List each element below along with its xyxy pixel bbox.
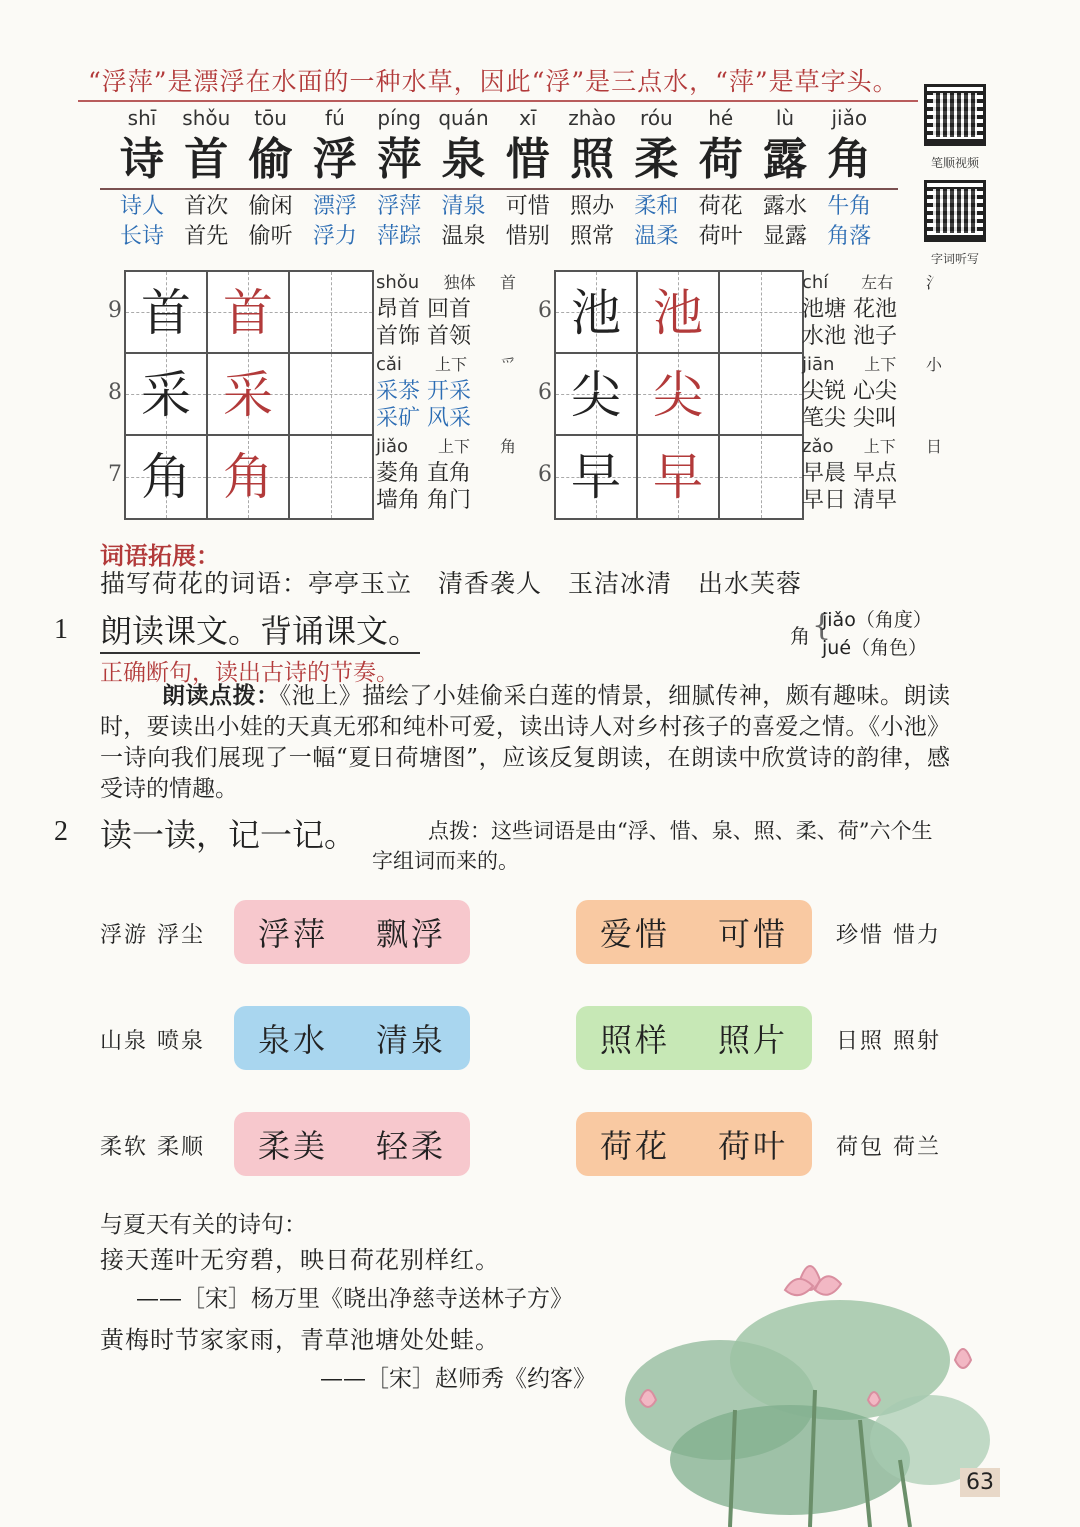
task1-number: 1	[54, 614, 68, 645]
word: 长诗	[119, 224, 164, 249]
char-radical: 爫	[499, 355, 516, 374]
top-divider	[78, 100, 918, 102]
char-radical: 首	[499, 273, 516, 292]
new-char-pinyin: lù	[775, 106, 795, 130]
pill-he	[576, 1112, 812, 1176]
new-char-pinyin: shī	[127, 106, 157, 130]
word-pair	[238, 192, 304, 252]
new-char-pinyin: hé	[708, 106, 734, 130]
pill-word: 照片	[717, 1021, 788, 1059]
grid-cell-char	[208, 354, 290, 436]
vocab-ext-line: 描写荷花的词语：亭亭玉立 清香袭人 玉洁冰清 出水芙蓉	[100, 569, 803, 598]
tianzige-grid	[554, 270, 804, 520]
new-char	[174, 106, 238, 188]
new-char-glyph: 偷	[248, 134, 293, 185]
char-info	[376, 272, 516, 350]
new-char	[496, 106, 560, 188]
grid-cell-blank[interactable]	[720, 436, 802, 518]
stroke-count: 8	[108, 380, 122, 405]
pill-word: 轻柔	[375, 1127, 446, 1165]
char-words: 早晨 早点	[802, 461, 897, 486]
model-char: 早	[571, 448, 621, 506]
char-words: 池塘 花池	[802, 297, 897, 322]
poly-reading-1: jiǎo（角度）	[822, 609, 932, 631]
word: 照办	[570, 194, 615, 219]
poly-reading-2: jué（角色）	[822, 637, 928, 659]
grid-cell-blank[interactable]	[290, 354, 372, 436]
new-char-glyph: 泉	[441, 134, 486, 185]
word: 漂浮	[312, 194, 357, 219]
char-structure: 上下	[864, 355, 897, 374]
pill-word: 浮萍	[257, 915, 328, 953]
new-char-glyph: 浮	[312, 134, 357, 185]
pill-zhao	[576, 1006, 812, 1070]
new-char-pinyin: jiǎo	[831, 106, 868, 130]
char-words: 墙角 角门	[376, 488, 471, 513]
new-char-pinyin: tōu	[254, 106, 287, 130]
char-info	[802, 436, 942, 514]
new-char	[689, 106, 753, 188]
word-pair	[495, 192, 561, 252]
task1-note: 正确断句，读出古诗的节奏。	[100, 660, 399, 686]
word-pair	[623, 192, 689, 252]
char-structure: 上下	[863, 437, 896, 456]
new-char	[239, 106, 303, 188]
word: 首先	[184, 224, 229, 249]
char-pinyin: zǎo	[802, 436, 834, 457]
pill-word: 清泉	[375, 1021, 446, 1059]
model-char: 首	[141, 284, 191, 342]
word: 荷花	[698, 194, 743, 219]
task2-number: 2	[54, 816, 68, 847]
new-char	[110, 106, 174, 188]
trace-char: 采	[223, 366, 273, 424]
model-char: 角	[141, 448, 191, 506]
word: 角落	[827, 224, 872, 249]
grid-cell-char	[208, 436, 290, 518]
word-pair	[752, 192, 818, 252]
task2-title: 读一读，记一记。	[100, 816, 357, 854]
char-info	[802, 354, 942, 432]
char-info	[376, 436, 516, 514]
pill-quan	[234, 1006, 470, 1070]
word-pair	[109, 192, 175, 252]
word: 露水	[762, 194, 807, 219]
grid-cell-blank[interactable]	[290, 436, 372, 518]
new-char-glyph: 柔	[634, 134, 679, 185]
char-structure: 左右	[861, 273, 894, 292]
word: 温泉	[441, 224, 486, 249]
char-words: 尖锐 心尖	[802, 379, 897, 404]
char-words: 昂首 回首	[376, 297, 471, 322]
char-radical: 日	[925, 437, 942, 456]
tip-text: 《池上》描绘了小娃偷采白莲的情景，细腻传神，颇有趣味。朗读时，要读出小娃的天真无邪和纯朴可爱，读出诗人对乡村孩子的喜爱之情。《小池》一诗向我们展现了一幅“夏日荷塘图”，应该反复朗读，在朗读中欣赏诗的韵律，感受诗的情趣。	[100, 683, 951, 802]
char-divider	[100, 188, 898, 190]
word: 柔和	[634, 194, 679, 219]
grid-cell-blank[interactable]	[720, 354, 802, 436]
pill-word: 可惜	[717, 915, 788, 953]
char-words: 采茶 开采	[376, 379, 471, 404]
char-info	[376, 354, 516, 432]
pill-word: 飘浮	[375, 915, 446, 953]
poly-readings	[822, 606, 932, 662]
pill-word: 柔美	[257, 1127, 328, 1165]
new-char	[753, 106, 817, 188]
pill-word: 爱惜	[599, 915, 670, 953]
stroke-count: 7	[108, 462, 122, 487]
char-words: 水池 池子	[802, 324, 897, 349]
poem-line-2: 黄梅时节家家雨，青草池塘处处蛙。	[100, 1326, 500, 1354]
pill-fu	[234, 900, 470, 964]
char-words: 首饰 首领	[376, 324, 471, 349]
poem-source-1: ——［宋］杨万里《晓出净慈寺送林子方》	[136, 1286, 573, 1312]
word: 惜别	[505, 224, 550, 249]
page-number: 63	[960, 1468, 1000, 1497]
grid-cell-char	[556, 272, 638, 354]
new-char-glyph: 荷	[698, 134, 743, 185]
new-char-pinyin: quán	[438, 106, 489, 130]
new-char-pinyin: píng	[377, 106, 421, 130]
poly-char: 角	[790, 624, 810, 648]
char-info	[802, 272, 942, 350]
word: 萍踪	[377, 224, 422, 249]
word-pair	[816, 192, 882, 252]
poem-source-2: ——［宋］赵师秀《约客》	[320, 1366, 596, 1392]
vocab-ext-title: 词语拓展：	[100, 541, 220, 570]
qr-code-stroke[interactable]	[924, 84, 986, 146]
char-pinyin: cǎi	[376, 354, 402, 375]
grid-cell-char	[126, 436, 208, 518]
trace-char: 角	[223, 448, 273, 506]
grid-cell-char	[556, 354, 638, 436]
qr-label-dictation: 字词听写	[930, 252, 979, 266]
model-char: 采	[141, 366, 191, 424]
stroke-count: 9	[108, 298, 122, 323]
lotus-illustration	[610, 1250, 990, 1527]
word-pair	[559, 192, 625, 252]
char-radical: 氵	[925, 273, 942, 292]
model-char: 池	[571, 284, 621, 342]
char-words: 笔尖 尖叫	[802, 406, 897, 431]
top-note: “浮萍”是漂浮在水面的一种水草，因此“浮”是三点水，“萍”是草字头。	[88, 67, 899, 96]
trace-char: 早	[653, 448, 703, 506]
char-structure: 上下	[438, 437, 471, 456]
new-char-pinyin: fú	[325, 106, 345, 130]
grid-cell-blank[interactable]	[720, 272, 802, 354]
grid-cell-char	[126, 272, 208, 354]
new-char-glyph: 萍	[377, 134, 422, 185]
word: 牛角	[827, 194, 872, 219]
pill-xi	[576, 900, 812, 964]
new-char-glyph: 露	[763, 134, 807, 185]
trace-char: 池	[653, 284, 703, 342]
pill-rou	[234, 1112, 470, 1176]
word-pair	[302, 192, 368, 252]
stroke-count: 6	[538, 298, 552, 323]
word-pair	[173, 192, 239, 252]
extra-words-quan: 山泉 喷泉	[100, 1029, 205, 1054]
new-char	[303, 106, 367, 188]
extra-words-rou: 柔软 柔顺	[100, 1135, 205, 1160]
new-char-glyph: 首	[184, 134, 229, 185]
new-char-pinyin: xī	[519, 106, 537, 130]
stroke-count: 6	[538, 380, 552, 405]
word: 清泉	[441, 194, 486, 219]
poem-line-1: 接天莲叶无穷碧，映日荷花别样红。	[100, 1246, 500, 1274]
extra-words-fu: 浮游 浮尘	[100, 923, 205, 948]
task1-title: 朗读课文。背诵课文。	[100, 606, 420, 654]
word: 偷闲	[248, 194, 293, 219]
new-char	[817, 106, 881, 188]
new-char-pinyin: shǒu	[182, 106, 231, 130]
word: 诗人	[119, 194, 164, 219]
word: 浮萍	[377, 194, 422, 219]
char-words: 采矿 风采	[376, 406, 471, 431]
trace-char: 首	[223, 284, 273, 342]
char-pinyin: jiān	[802, 354, 835, 375]
grid-cell-char	[208, 272, 290, 354]
qr-code-dictation[interactable]	[924, 180, 986, 242]
pill-word: 泉水	[257, 1021, 328, 1059]
grid-cell-char	[638, 272, 720, 354]
char-pinyin: chí	[802, 272, 829, 293]
word: 显露	[762, 224, 807, 249]
new-char	[367, 106, 431, 188]
new-char	[560, 106, 624, 188]
char-radical: 小	[925, 355, 942, 374]
word: 浮力	[312, 224, 357, 249]
extra-words-xi: 珍惜 惜力	[836, 923, 941, 948]
word: 可惜	[505, 194, 550, 219]
extra-words-he: 荷包 荷兰	[836, 1135, 941, 1160]
word: 偷听	[248, 224, 293, 249]
pill-word: 荷叶	[717, 1127, 788, 1165]
char-pinyin: jiǎo	[376, 436, 409, 457]
char-structure: 上下	[434, 355, 467, 374]
task2-tip: 点拨：这些词语是由“浮、惜、泉、照、柔、荷”六个生字组词而来的。	[372, 819, 933, 873]
new-char	[624, 106, 688, 188]
grid-cell-char	[638, 354, 720, 436]
grid-cell-blank[interactable]	[290, 272, 372, 354]
poems-title: 与夏天有关的诗句：	[100, 1212, 307, 1238]
pill-word: 照样	[599, 1021, 670, 1059]
word-pair	[688, 192, 754, 252]
qr-label-stroke: 笔顺视频	[930, 156, 979, 170]
char-words: 菱角 直角	[376, 461, 471, 486]
char-pinyin: shǒu	[376, 272, 420, 293]
word-pair	[431, 192, 497, 252]
model-char: 尖	[571, 366, 621, 424]
new-char-glyph: 诗	[120, 134, 164, 185]
new-char-glyph: 照	[570, 134, 615, 185]
word: 照常	[570, 224, 615, 249]
extra-words-zhao: 日照 照射	[836, 1029, 941, 1054]
new-char	[432, 106, 496, 188]
task1-tip	[100, 680, 950, 805]
grid-cell-char	[126, 354, 208, 436]
word: 温柔	[634, 224, 679, 249]
word-pair	[366, 192, 432, 252]
new-char-pinyin: zhào	[568, 106, 616, 130]
char-structure: 独体	[443, 273, 476, 292]
stroke-count: 6	[538, 462, 552, 487]
poly-brace: {	[812, 608, 832, 643]
grid-cell-char	[638, 436, 720, 518]
word: 首次	[184, 194, 229, 219]
tip-label: 朗读点拨：	[162, 682, 280, 709]
grid-cell-char	[556, 436, 638, 518]
pill-word: 荷花	[599, 1127, 670, 1165]
char-radical: 角	[499, 437, 516, 456]
char-words: 早日 清早	[802, 488, 897, 513]
word: 荷叶	[698, 224, 743, 249]
trace-char: 尖	[653, 366, 703, 424]
new-char-glyph: 惜	[505, 134, 550, 185]
new-char-pinyin: róu	[640, 106, 673, 130]
new-char-glyph: 角	[827, 134, 872, 185]
tianzige-grid	[124, 270, 374, 520]
